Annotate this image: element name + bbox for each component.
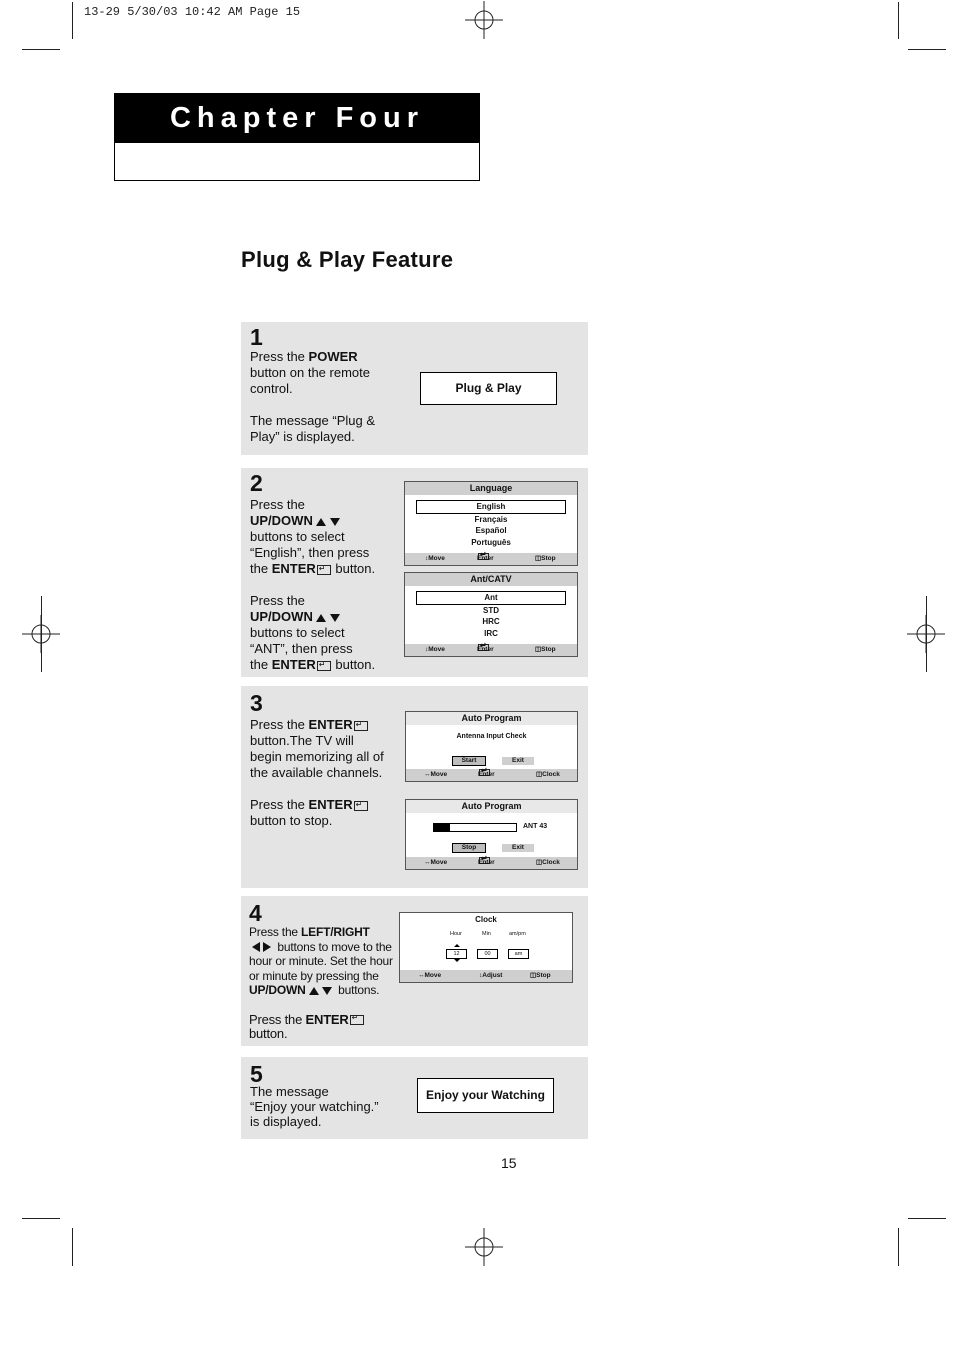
stop-hint: ◫ Stop: [535, 553, 541, 565]
registration-mark-icon: [465, 1228, 503, 1266]
hint-label: Stop: [541, 646, 556, 653]
hint-label: Stop: [541, 555, 556, 562]
osd-message: Antenna Input Check: [456, 733, 527, 740]
crop-mark: [908, 49, 946, 50]
up-arrow-icon: [309, 987, 319, 995]
osd-option: Español: [475, 526, 507, 535]
exit-button: Exit: [502, 757, 534, 765]
adjust-hint: ↕ Adjust: [479, 970, 482, 982]
clock-hint: ◫ Clock: [536, 769, 542, 781]
chapter-title: Chapter Four: [115, 94, 479, 143]
text: button to stop.: [250, 813, 333, 828]
step-4-text: [249, 925, 393, 1042]
start-button: Start: [452, 756, 486, 766]
stop-button: Stop: [452, 843, 486, 853]
step-1-panel: [241, 322, 588, 455]
hint-label: Clock: [542, 771, 560, 778]
step-3-panel: [241, 686, 588, 888]
osd-title: Ant/CATV: [405, 573, 577, 586]
osd-footer: [405, 553, 577, 565]
hint-label: Enter: [477, 646, 494, 653]
text: the: [250, 561, 272, 576]
enter-icon: [354, 721, 368, 731]
crop-mark: [908, 1218, 946, 1219]
osd-title: Clock: [400, 913, 572, 926]
crop-mark: [22, 1218, 60, 1219]
crop-mark: [898, 2, 899, 39]
text: buttons to select: [250, 529, 345, 544]
hint-label: Enter: [478, 859, 495, 866]
text: button.The TV will: [250, 733, 354, 748]
text: control.: [250, 381, 293, 396]
osd-footer: [406, 857, 577, 869]
hour-up-icon: [454, 944, 460, 947]
crop-mark: [926, 596, 927, 672]
text: Press the: [250, 349, 309, 364]
chapter-header: [114, 93, 480, 181]
osd-option: STD: [483, 605, 499, 615]
text: button.: [249, 1026, 288, 1042]
crop-mark: [898, 1228, 899, 1266]
move-hint: ↔ Move: [418, 970, 425, 982]
hint-label: Stop: [536, 972, 551, 979]
printer-slug: 13-29 5/30/03 10:42 AM Page 15: [84, 5, 301, 19]
clock-ampm-value[interactable]: am: [508, 949, 529, 959]
text: Play” is displayed.: [250, 429, 355, 444]
text: Press the: [249, 925, 302, 939]
osd-option: Português: [471, 537, 511, 547]
hint-label: Move: [430, 859, 448, 866]
text: “English”, then press: [250, 545, 370, 560]
button-name: LEFT/RIGHT: [301, 925, 370, 939]
page-number: 15: [501, 1155, 517, 1171]
clock-header-min: Min: [482, 931, 491, 937]
text: hour or minute. Set the hour: [249, 954, 393, 969]
clock-hint: ◫ Clock: [536, 857, 542, 869]
left-arrow-icon: [252, 942, 260, 952]
button-name: ENTER: [305, 1011, 349, 1027]
button-name: ENTER: [271, 657, 316, 672]
text: Press the: [250, 797, 309, 812]
text: is displayed.: [250, 1114, 322, 1129]
progress-bar-fill: [434, 824, 450, 831]
osd-option: HRC: [482, 617, 500, 626]
clock-screen: [399, 912, 573, 983]
text: buttons to select: [250, 625, 345, 640]
button-name: UP/DOWN: [250, 513, 313, 528]
clock-header-ampm: am/pm: [509, 931, 526, 937]
osd-title: Auto Program: [406, 712, 577, 725]
step-2-panel: [241, 468, 588, 677]
page-title: Plug & Play Feature: [241, 247, 454, 272]
channel-label: ANT 43: [523, 823, 548, 830]
text: Press the: [249, 1011, 306, 1027]
hint-label: Clock: [542, 859, 560, 866]
step-5-text: [250, 1084, 379, 1129]
hint-label: Move: [430, 771, 448, 778]
hint-label: Move: [424, 972, 442, 979]
button-name: POWER: [308, 349, 358, 364]
text: the: [250, 657, 272, 672]
text: buttons.: [338, 983, 380, 998]
text: The message “Plug &: [250, 413, 376, 428]
stop-hint: ◫ Stop: [535, 644, 541, 656]
hint-label: Enter: [478, 771, 495, 778]
enjoy-watching-screen: [417, 1078, 554, 1113]
stop-hint: ◫ Stop: [530, 970, 536, 982]
text: button on the remote: [250, 365, 370, 380]
hour-down-icon: [454, 959, 460, 962]
osd-footer: [405, 644, 577, 656]
crop-mark: [72, 1228, 73, 1266]
step-2-text: [250, 497, 375, 673]
osd-option-selected: English: [416, 500, 566, 514]
osd-option: IRC: [484, 628, 498, 638]
hint-label: Adjust: [482, 972, 503, 979]
step-1-text: [250, 349, 375, 445]
right-arrow-icon: [263, 942, 271, 952]
text: “Enjoy your watching.”: [250, 1099, 379, 1114]
hint-label: Move: [428, 646, 445, 653]
language-menu-screen: [404, 481, 578, 566]
clock-min-value[interactable]: 00: [477, 949, 498, 959]
step-5-panel: [241, 1057, 588, 1139]
enter-icon: [317, 565, 331, 575]
button-name: UP/DOWN: [249, 983, 306, 998]
text: buttons to move to the: [277, 939, 392, 954]
screen-message: Enjoy your Watching: [426, 1088, 545, 1102]
osd-title: Language: [405, 482, 577, 495]
text: button.: [335, 561, 376, 576]
step-number: 5: [250, 1061, 263, 1087]
text: “ANT”, then press: [250, 641, 353, 656]
text: the available channels.: [250, 765, 383, 780]
plug-and-play-screen: [420, 372, 557, 405]
auto-program-progress-screen: [405, 799, 578, 870]
clock-header-hour: Hour: [450, 931, 462, 937]
osd-footer: [406, 769, 577, 781]
exit-button: Exit: [502, 844, 534, 852]
crop-mark: [41, 596, 42, 672]
text: Press the: [250, 593, 305, 608]
enter-icon: [354, 801, 368, 811]
move-hint: ↔ Move: [424, 769, 431, 781]
hint-label: Enter: [477, 555, 494, 562]
step-number: 2: [250, 470, 263, 496]
clock-hour-value[interactable]: 12: [446, 949, 467, 959]
crop-mark: [22, 49, 60, 50]
text: begin memorizing all of: [250, 749, 384, 764]
enter-icon: [350, 1015, 364, 1025]
osd-footer: [400, 970, 572, 982]
button-name: ENTER: [308, 717, 353, 732]
move-hint: ↔ Move: [424, 857, 431, 869]
text: Press the: [250, 497, 305, 512]
up-arrow-icon: [316, 518, 326, 526]
button-name: ENTER: [308, 797, 353, 812]
progress-bar: [433, 823, 517, 832]
move-hint: ↕ Move: [425, 644, 428, 656]
osd-title: Auto Program: [406, 800, 577, 813]
step-number: 3: [250, 690, 263, 716]
crop-mark: [72, 2, 73, 39]
down-arrow-icon: [330, 614, 340, 622]
down-arrow-icon: [330, 518, 340, 526]
ant-catv-menu-screen: [404, 572, 578, 657]
text: Press the: [250, 717, 309, 732]
step-number: 4: [249, 900, 262, 926]
up-arrow-icon: [316, 614, 326, 622]
auto-program-screen: [405, 711, 578, 782]
button-name: ENTER: [271, 561, 316, 576]
button-name: UP/DOWN: [250, 609, 313, 624]
step-4-panel: [241, 896, 588, 1046]
text: or minute by pressing the: [249, 968, 379, 983]
text: The message: [250, 1084, 329, 1099]
step-3-text: [250, 717, 384, 829]
move-hint: ↕ Move: [425, 553, 428, 565]
registration-mark-icon: [465, 1, 503, 39]
down-arrow-icon: [322, 987, 332, 995]
osd-option: Français: [474, 514, 508, 524]
text: button.: [335, 657, 376, 672]
enter-icon: [317, 661, 331, 671]
screen-message: Plug & Play: [455, 381, 522, 395]
step-number: 1: [250, 324, 263, 350]
osd-option-selected: Ant: [416, 591, 566, 605]
hint-label: Move: [428, 555, 445, 562]
